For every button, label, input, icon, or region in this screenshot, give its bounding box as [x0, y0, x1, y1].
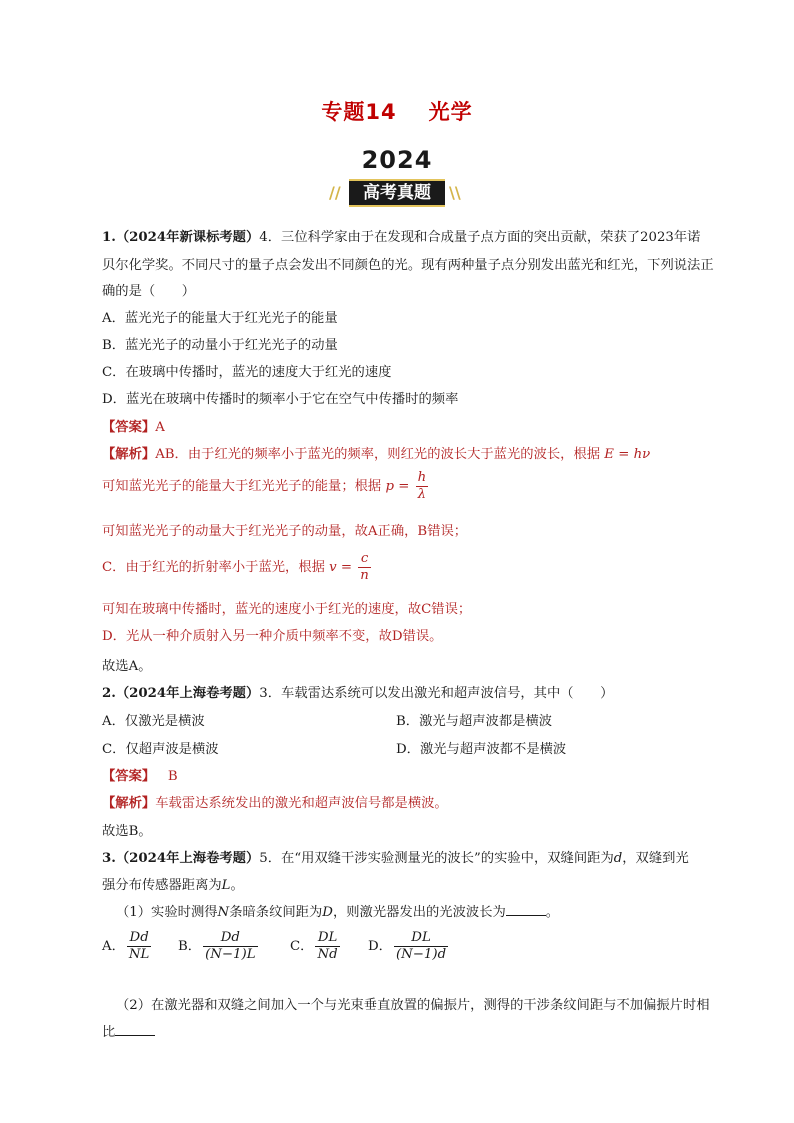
q1-analysis-line6: D．光从一种介质射入另一种介质中频率不变，故D错误。	[102, 629, 443, 644]
q1-option-a: A．蓝光光子的能量大于红光光子的能量	[102, 311, 338, 326]
q1-conclusion: 故选A。	[102, 659, 152, 674]
q2-option-b: B．激光与超声波都是横波	[396, 714, 553, 729]
q3-source: 3.（2024年上海卷考题）	[102, 851, 260, 866]
answer-label: 【答案】	[102, 420, 156, 435]
analysis-label: 【解析】	[102, 796, 156, 811]
q3-option-a: A． $\frac{Dd}{NL}$	[102, 930, 150, 962]
q1-stem-line3: 确的是（ ）	[102, 284, 196, 299]
q1-option-d: D．蓝光在玻璃中传播时的频率小于它在空气中传播时的频率	[102, 392, 459, 407]
q2-option-c: C．仅超声波是横波	[102, 742, 219, 757]
q3-stem-line2: 强分布传感器距离为L。	[102, 878, 244, 893]
formula-energy: E = hν	[604, 447, 651, 462]
title-topic-number: 专题14	[321, 100, 397, 124]
q3-stem-line1: 3.（2024年上海卷考题）5．在“用双缝干涉实验测量光的波长”的实验中，双缝间距为d，双缝到光	[102, 851, 689, 866]
formula-velocity-fraction: $\frac{c}{n}$	[360, 551, 369, 583]
banner-label: 高考真题	[349, 179, 445, 207]
q2-option-a: A．仅激光是横波	[102, 714, 205, 729]
q1-option-c: C．在玻璃中传播时，蓝光的速度大于红光的速度	[102, 365, 392, 380]
formula-momentum-fraction: $\frac{h}{\lambda}$	[417, 470, 427, 502]
banner-left-decoration: //	[329, 183, 341, 202]
answer-blank[interactable]	[115, 1023, 155, 1036]
q3-option-b: B． $\frac{Dd}{(N-1)L}$	[178, 930, 256, 962]
q1-stem-line1: 1.（2024年新课标考题）4．三位科学家由于在发现和合成量子点方面的突出贡献，荣获了2023年诺	[102, 230, 701, 245]
q1-option-b: B．蓝光光子的动量小于红光光子的动量	[102, 338, 338, 353]
answer-value: A	[155, 420, 165, 435]
q2-option-d: D．激光与超声波都不是横波	[396, 742, 567, 757]
section-banner	[327, 179, 467, 207]
page-title	[0, 96, 794, 126]
q3-subquestion-2-line1: （2）在激光器和双缝之间加入一个与光束垂直放置的偏振片，测得的干涉条纹间距与不加偏振片时相	[116, 998, 710, 1013]
analysis-label: 【解析】	[102, 447, 156, 462]
answer-label: 【答案】	[102, 769, 156, 784]
q2-answer	[102, 765, 178, 784]
year-heading: 2024	[361, 146, 433, 174]
q1-analysis-line5: 可知在玻璃中传播时，蓝光的速度小于红光的速度，故C错误；	[102, 602, 472, 617]
q1-analysis-line2: 可知蓝光光子的能量大于红光光子的能量；根据 p = $\frac{h}{\lambda}$	[102, 470, 427, 502]
banner-right-decoration: \\	[449, 183, 461, 202]
q3-subquestion-2-line2: 比	[102, 1021, 155, 1040]
q1-analysis-line4: C．由于红光的折射率小于蓝光，根据 v = $\frac{c}{n}$	[102, 551, 369, 583]
q1-analysis-line3: 可知蓝光光子的动量大于红光光子的动量，故A正确，B错误；	[102, 524, 468, 539]
title-topic-name: 光学	[428, 100, 473, 124]
q1-answer	[102, 416, 165, 435]
answer-value: B	[167, 769, 178, 784]
q1-stem-line2: 贝尔化学奖。不同尺寸的量子点会发出不同颜色的光。现有两种量子点分别发出蓝光和红光，下列说法正	[102, 258, 714, 273]
q1-analysis-line1: 【解析】AB．由于红光的频率小于蓝光的频率，则红光的波长大于蓝光的波长，根据 E = hν	[102, 447, 651, 462]
answer-blank[interactable]	[506, 903, 546, 916]
q3-subquestion-1: （1）实验时测得N条暗条纹间距为D，则激光器发出的光波波长为 。	[116, 905, 560, 920]
q1-source: 1.（2024年新课标考题）	[102, 230, 260, 245]
q3-option-c: C． $\frac{DL}{Nd}$	[290, 930, 338, 962]
q2-conclusion: 故选B。	[102, 824, 152, 839]
q2-source: 2.（2024年上海卷考题）	[102, 686, 260, 701]
formula-velocity-lhs: v =	[329, 560, 353, 575]
q3-option-d: D． $\frac{DL}{(N-1)d}$	[368, 930, 447, 962]
q2-stem: 2.（2024年上海卷考题）3．车载雷达系统可以发出激光和超声波信号，其中（ ）	[102, 686, 614, 701]
formula-momentum-lhs: p =	[385, 479, 410, 494]
q2-analysis: 【解析】车载雷达系统发出的激光和超声波信号都是横波。	[102, 796, 448, 811]
